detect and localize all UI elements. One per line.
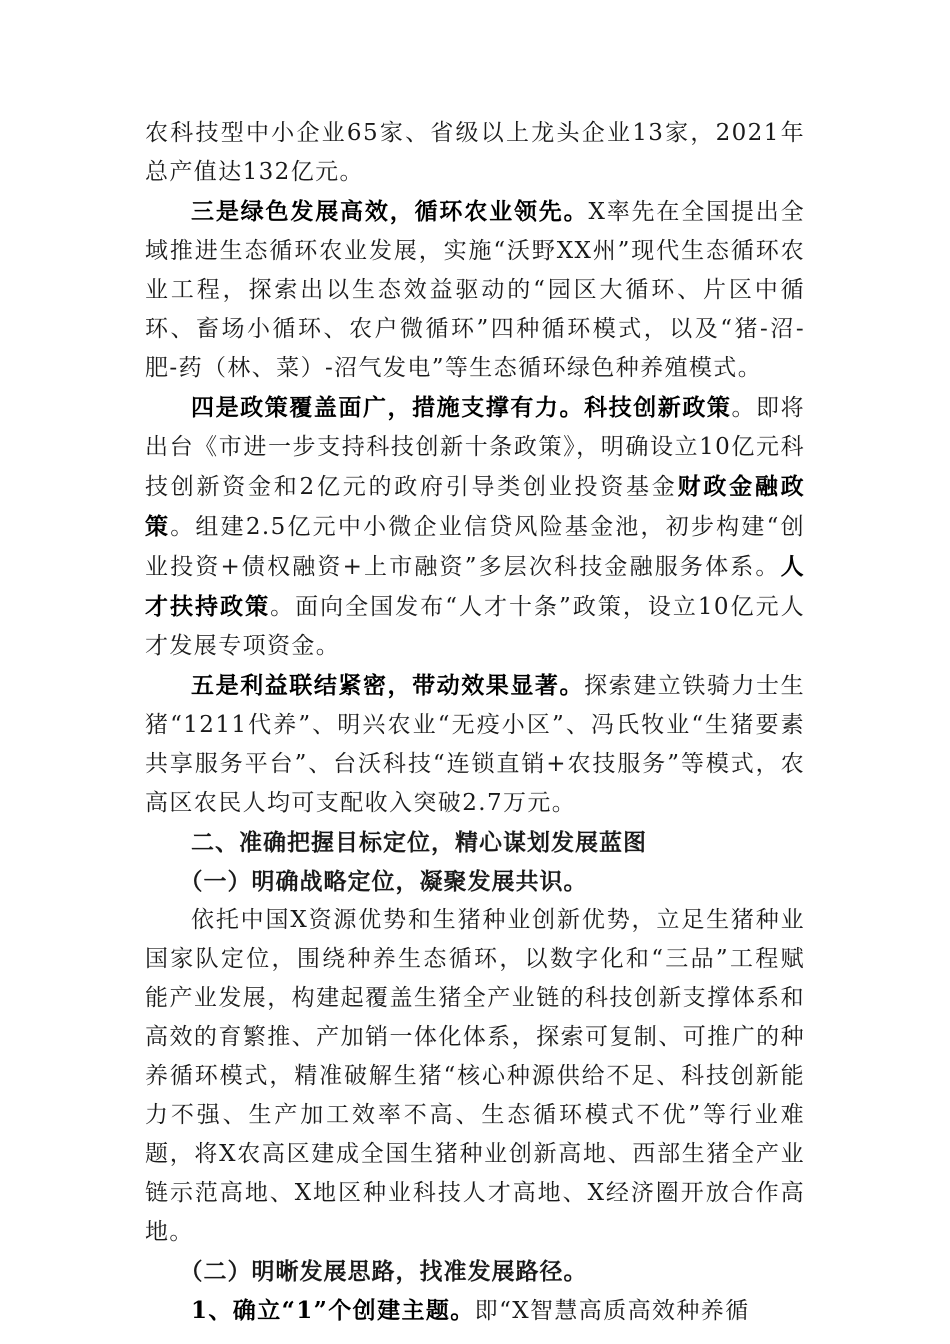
paragraph-theme bbox=[145, 1291, 805, 1331]
paragraph-lead: 三是绿色发展高效，循环农业领先。 bbox=[191, 198, 589, 225]
paragraph-text: 农科技型中小企业65家、省级以上龙头企业13家，2021年总产值达132亿元。 bbox=[145, 120, 805, 185]
section-heading: 二、准确把握目标定位，精心谋划发展蓝图 bbox=[191, 829, 647, 856]
document-page bbox=[145, 114, 805, 1331]
paragraph-text: 探索建立铁骑力士生猪“1211代养”、明兴农业“无疫小区”、冯氏牧业“生猪要素共享服务平台”、台沃科技“连锁直销+农技服务”等模式，农高区农民人均可支配收入突破2.7万元。 bbox=[145, 673, 805, 816]
paragraph-text: 。面向全国发布“人才十条”政策，设立10亿元人才发展专项资金。 bbox=[145, 594, 806, 659]
subsection-heading-strategy: （一）明确战略定位，凝聚发展共识。 bbox=[179, 868, 588, 895]
policy-subtitle-finance: 财政金融政策 bbox=[145, 473, 805, 540]
paragraph-benefit-linkage bbox=[145, 666, 805, 823]
paragraph-output-value bbox=[145, 114, 805, 192]
paragraph-lead: 五是利益联结紧密，带动效果显著。 bbox=[191, 672, 585, 699]
paragraph-policy-coverage bbox=[145, 388, 805, 666]
policy-subtitle-talent: 人才扶持政策 bbox=[145, 553, 805, 620]
paragraph-lead: 1、确立“1”个创建主题。 bbox=[191, 1297, 475, 1324]
policy-subtitle-tech: 科技创新政策 bbox=[584, 394, 732, 421]
paragraph-strategic-positioning bbox=[145, 901, 805, 1252]
paragraph-text: X率先在全国提出全域推进生态循环农业发展，实施“沃野XX州”现代生态循环农业工程，探索出以生态效益驱动的“园区大循环、片区中循环、畜场小循环、农户微循环”四种循环模式，以及“猪-沼-肥-药（林、菜）-沼气发电”等生态循环绿色种养殖模式。 bbox=[145, 199, 805, 381]
paragraph-text: 即“X智慧高质高效种养循 bbox=[474, 1298, 750, 1324]
subsection-heading-ideas: （二）明晰发展思路，找准发展路径。 bbox=[179, 1258, 588, 1285]
paragraph-lead: 四是政策覆盖面广，措施支撑有力。 bbox=[191, 394, 585, 421]
paragraph-text: 依托中国X资源优势和生猪种业创新优势，立足生猪种业国家队定位，围绕种养生态循环，以数字化和“三品”工程赋能产业发展，构建起覆盖生猪全产业链的科技创新支撑体系和高效的育繁推、产加销一体化体系，探索可复制、可推广的种养循环模式，精准破解生猪“核心种源供给不足、科技创新能力不强、生产加工效率不高、生态循环模式不优”等行业难题，将X农高区建成全国生猪种业创新高地、西部生猪全产业链示范高地、X地区种业科技人才高地、X经济圈开放合作高地。 bbox=[145, 907, 805, 1245]
paragraph-text: 。组建2.5亿元中小微企业信贷风险基金池，初步构建“创业投资+债权融资+上市融资”多层次科技金融服务体系。 bbox=[145, 514, 805, 580]
paragraph-text: 。即将出台《市进一步支持科技创新十条政策》，明确设立10亿元科技创新资金和2亿元的政府引导类创业投资基金 bbox=[145, 395, 806, 500]
paragraph-green-development bbox=[145, 192, 805, 388]
